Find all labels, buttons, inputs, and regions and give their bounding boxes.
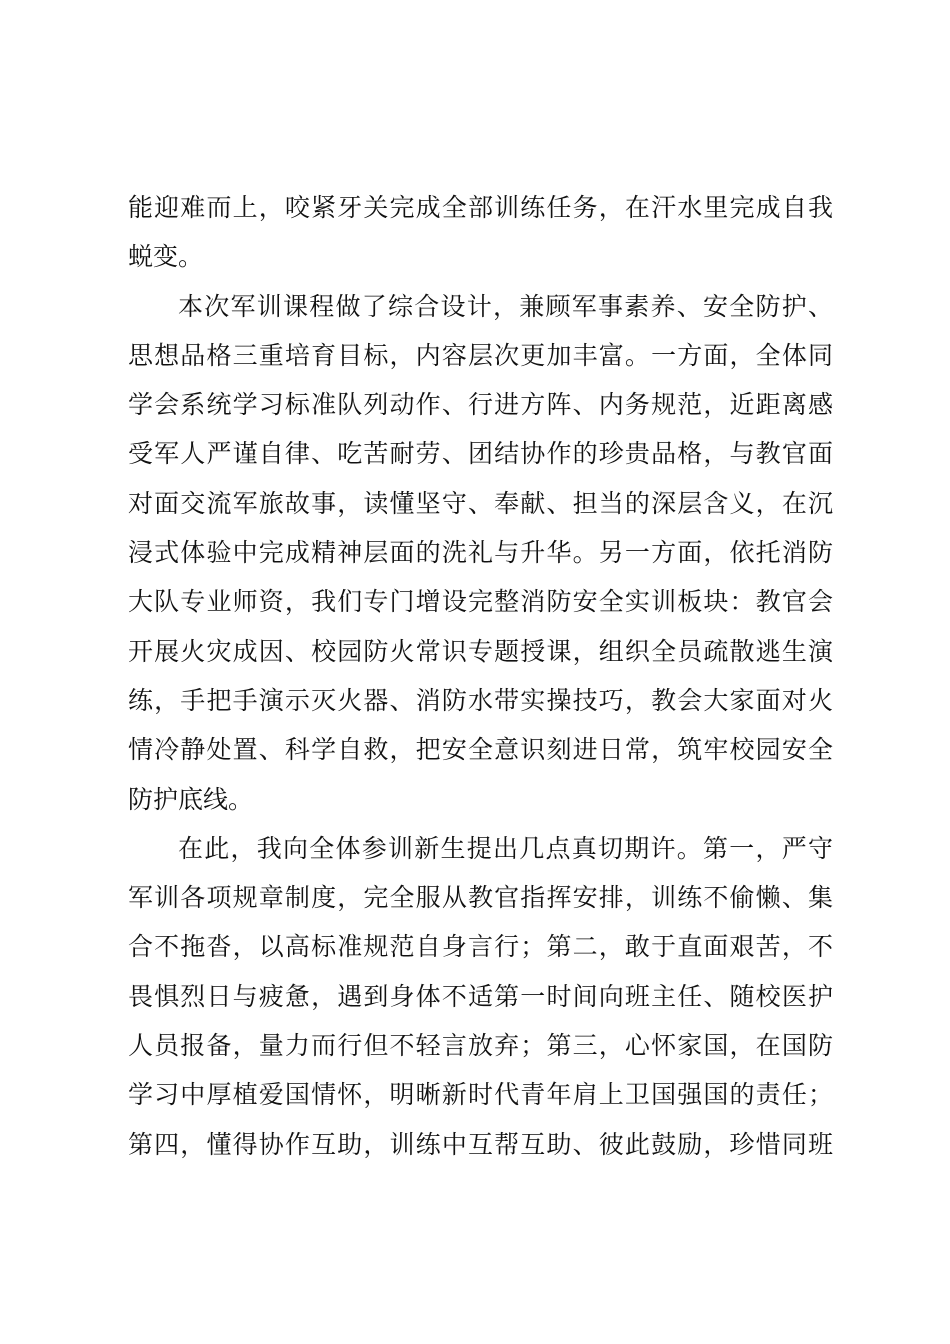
text-line: 学习中厚植爱国情怀，明晰新时代青年肩上卫国强国的责任； [128, 1080, 833, 1110]
text-line: 练，手把手演示灭火器、消防水带实操技巧，教会大家面对火 [128, 685, 833, 715]
text-line: 蜕变。 [128, 242, 204, 272]
text-line: 畏惧烈日与疲惫，遇到身体不适第一时间向班主任、随校医护 [128, 981, 833, 1011]
text-line: 受军人严谨自律、吃苦耐劳、团结协作的珍贵品格，与教官面 [128, 439, 833, 469]
text-line: 思想品格三重培育目标，内容层次更加丰富。一方面，全体同 [128, 340, 833, 370]
text-line: 大队专业师资，我们专门增设完整消防安全实训板块：教官会 [128, 587, 833, 617]
text-line: 对面交流军旅故事，读懂坚守、奉献、担当的深层含义，在沉 [128, 488, 833, 518]
text-line: 军训各项规章制度，完全服从教官指挥安排，训练不偷懒、集 [128, 883, 833, 913]
text-line: 浸式体验中完成精神层面的洗礼与升华。另一方面，依托消防 [128, 538, 833, 568]
paragraph-first-line: 在此，我向全体参训新生提出几点真切期许。第一，严守 [178, 833, 833, 863]
document-body [128, 183, 833, 1169]
text-line: 合不拖沓，以高标准规范自身言行；第二，敢于直面艰苦，不 [128, 932, 833, 962]
text-line: 学会系统学习标准队列动作、行进方阵、内务规范，近距离感 [128, 390, 833, 420]
text-line: 情冷静处置、科学自救，把安全意识刻进日常，筑牢校园安全 [128, 735, 833, 765]
text-line: 人员报备，量力而行但不轻言放弃；第三，心怀家国，在国防 [128, 1031, 833, 1061]
text-line: 第四，懂得协作互助，训练中互帮互助、彼此鼓励，珍惜同班 [128, 1129, 833, 1159]
paragraph-first-line: 本次军训课程做了综合设计，兼顾军事素养、安全防护、 [178, 291, 833, 321]
text-line: 防护底线。 [128, 784, 254, 814]
text-line: 能迎难而上，咬紧牙关完成全部训练任务，在汗水里完成自我 [128, 193, 833, 222]
text-line: 开展火灾成因、校园防火常识专题授课，组织全员疏散逃生演 [128, 636, 833, 666]
